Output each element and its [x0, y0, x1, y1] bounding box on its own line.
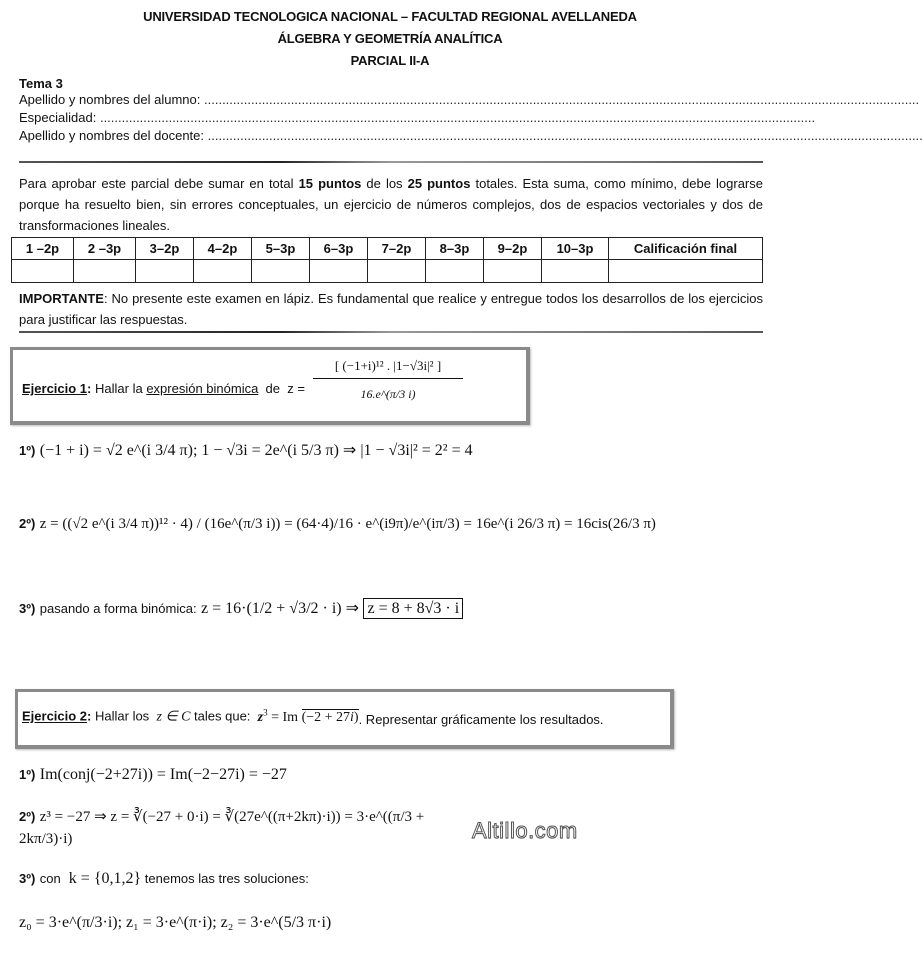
- step-3-label: con: [39, 871, 65, 886]
- teacher-name-dots: ......................................................................................................................................................................................................: [207, 128, 923, 143]
- grades-value-row: [12, 260, 763, 283]
- exercise-2-step-3: [19, 870, 309, 888]
- grade-cell[interactable]: [194, 260, 252, 283]
- specialty-dots: ......................................................................................................................................................................................................: [99, 110, 816, 125]
- grade-cell[interactable]: [136, 260, 194, 283]
- divider-bottom: [19, 331, 763, 333]
- exercise-1-title: Ejercicio 1: [22, 381, 88, 396]
- instructions-text: Para aprobar este parcial debe sumar en total: [19, 176, 299, 191]
- exercise-2-text: tales que:: [190, 708, 255, 724]
- grade-header: 3–2p: [136, 238, 194, 260]
- exercise-2-statement: [22, 707, 604, 726]
- colon: :: [87, 708, 92, 724]
- exercise-1-text: de z =: [258, 381, 309, 396]
- step-number: 3º): [19, 601, 36, 616]
- grade-cell[interactable]: [368, 260, 426, 283]
- step-2-math: z = ((√2 e^(i 3/4 π))¹² · 4) / (16e^(π/3 i)) = (64·4)/16 · e^(i9π)/e^(iπ/3) = 16e^(i 26/3 π) = 16cis(26/3 π): [39, 516, 656, 532]
- step-3-label: pasando a forma binómica:: [39, 601, 197, 616]
- instructions-min-points: 15 puntos: [298, 176, 362, 191]
- exercise-1-step-3: [19, 598, 463, 618]
- grade-cell[interactable]: [12, 260, 74, 283]
- student-name-field[interactable]: [19, 92, 920, 107]
- grade-header: 1 –2p: [12, 238, 74, 260]
- exam-title: PARCIAL II-A: [350, 53, 430, 68]
- solutions-text: z₀ = 3·e^(π/3·i); z₁ = 3·e^(π·i); z₂ = 3·e^(5/3 π·i): [19, 914, 332, 931]
- step-number: 3º): [19, 871, 36, 886]
- university-title: UNIVERSIDAD TECNOLOGICA NACIONAL – FACULTAD REGIONAL AVELLANEDA: [143, 9, 637, 24]
- colon: :: [87, 381, 92, 396]
- step-number: 1º): [19, 443, 36, 458]
- grades-header-row: [12, 238, 763, 260]
- teacher-name-field[interactable]: [19, 128, 923, 143]
- instructions-total-points: 25 puntos: [407, 176, 471, 191]
- important-label: IMPORTANTE: [19, 291, 104, 306]
- specialty-label: Especialidad:: [19, 110, 97, 125]
- grades-table: [11, 237, 763, 283]
- step-number: 2º): [19, 809, 36, 824]
- step-3-result: z = 8 + 8√3 · i: [363, 598, 463, 619]
- grade-header: 8–3p: [426, 238, 484, 260]
- final-grade-cell[interactable]: [609, 260, 763, 283]
- exercise-2-text: . Representar gráficamente los resultados.: [358, 711, 604, 727]
- grade-header: 9–2p: [484, 238, 542, 260]
- exercise-2-solutions: [19, 914, 331, 932]
- divider-top: [19, 161, 763, 163]
- student-name-label: Apellido y nombres del alumno:: [19, 92, 201, 107]
- grade-header: 5–3p: [252, 238, 310, 260]
- formula-denominator: 16.e^(π/3 i): [360, 387, 416, 401]
- altillo-watermark-logo: Altillo.com: [472, 818, 578, 843]
- k-set: k = {0,1,2}: [68, 870, 142, 887]
- grade-header: 2 –3p: [74, 238, 136, 260]
- step-3-label: tenemos las tres soluciones:: [141, 871, 309, 886]
- ex2-step-2-math: z³ = −27 ⇒ z = ∛(−27 + 0·i) = ∛(27e^((π+2kπ)·i)) = 3·e^((π/3 + 2kπ/3)·i): [19, 809, 425, 847]
- grade-cell[interactable]: [484, 260, 542, 283]
- important-text: : No presente este examen en lápiz. Es fundamental que realice y entregue todos los desarrollos de los ejercicios para justificar las respuestas.: [19, 291, 763, 327]
- step-number: 2º): [19, 516, 36, 531]
- grade-cell[interactable]: [310, 260, 368, 283]
- exercise-1-formula: [313, 358, 463, 402]
- grade-cell[interactable]: [542, 260, 609, 283]
- exercise-2-box: [15, 689, 674, 749]
- ex2-step-1-math: Im(conj(−2+27i)) = Im(−2−27i) = −27: [39, 766, 287, 783]
- subject-title: ÁLGEBRA Y GEOMETRÍA ANALÍTICA: [277, 31, 503, 46]
- exercise-1-box: [10, 347, 530, 425]
- formula-numerator-text: (−1+i)¹² . |1−√3i|²: [342, 358, 434, 373]
- exercise-2-step-1: [19, 766, 287, 784]
- grade-header: 10–3p: [542, 238, 609, 260]
- step-number: 1º): [19, 767, 36, 782]
- exercise-2-title: Ejercicio 2: [22, 708, 88, 724]
- grade-cell[interactable]: [74, 260, 136, 283]
- step-1-math: (−1 + i) = √2 e^(i 3/4 π); 1 − √3i = 2e^(i 5/3 π) ⇒ |1 − √3i|² = 2² = 4: [39, 442, 473, 459]
- z-in-c: z ∈ C: [156, 709, 191, 725]
- exercise-1-text: Hallar la: [91, 381, 147, 396]
- grade-header: 7–2p: [368, 238, 426, 260]
- grade-header: 4–2p: [194, 238, 252, 260]
- exercise-2-equation: $z^3 = Im$ (−2 + 27i): [257, 707, 359, 725]
- grade-header: 6–3p: [310, 238, 368, 260]
- exercise-1-statement: [22, 381, 309, 396]
- tema-label: Tema 3: [19, 76, 63, 91]
- instructions-paragraph: [19, 173, 763, 236]
- instructions-text: totales. Esta suma, como mínimo, debe lograrse porque ha resuelto bien, sin errores conceptuales, un ejercicio de números complejos, dos de espacios vectoriales y dos de transformaciones lineales.: [19, 176, 763, 233]
- important-note: [19, 288, 763, 330]
- final-grade-header: Calificación final: [609, 238, 763, 260]
- specialty-field[interactable]: [19, 110, 816, 125]
- teacher-name-label: Apellido y nombres del docente:: [19, 128, 205, 143]
- exercise-1-step-2: [19, 512, 769, 536]
- student-name-dots: ......................................................................................................................................................................................................: [204, 92, 920, 107]
- grade-cell[interactable]: [252, 260, 310, 283]
- exercise-2-text: Hallar los: [91, 708, 153, 724]
- step-3-math: z = 16·(1/2 + √3/2 · i) ⇒: [201, 600, 360, 617]
- exercise-2-step-2: [19, 806, 459, 850]
- formula-numerator: [ (−1+i)¹² . |1−√3i|² ]: [313, 358, 463, 379]
- exercise-1-underlined: expresión binómica: [146, 381, 259, 396]
- exercise-1-step-1: [19, 440, 473, 460]
- instructions-text: de los: [361, 176, 408, 191]
- grade-cell[interactable]: [426, 260, 484, 283]
